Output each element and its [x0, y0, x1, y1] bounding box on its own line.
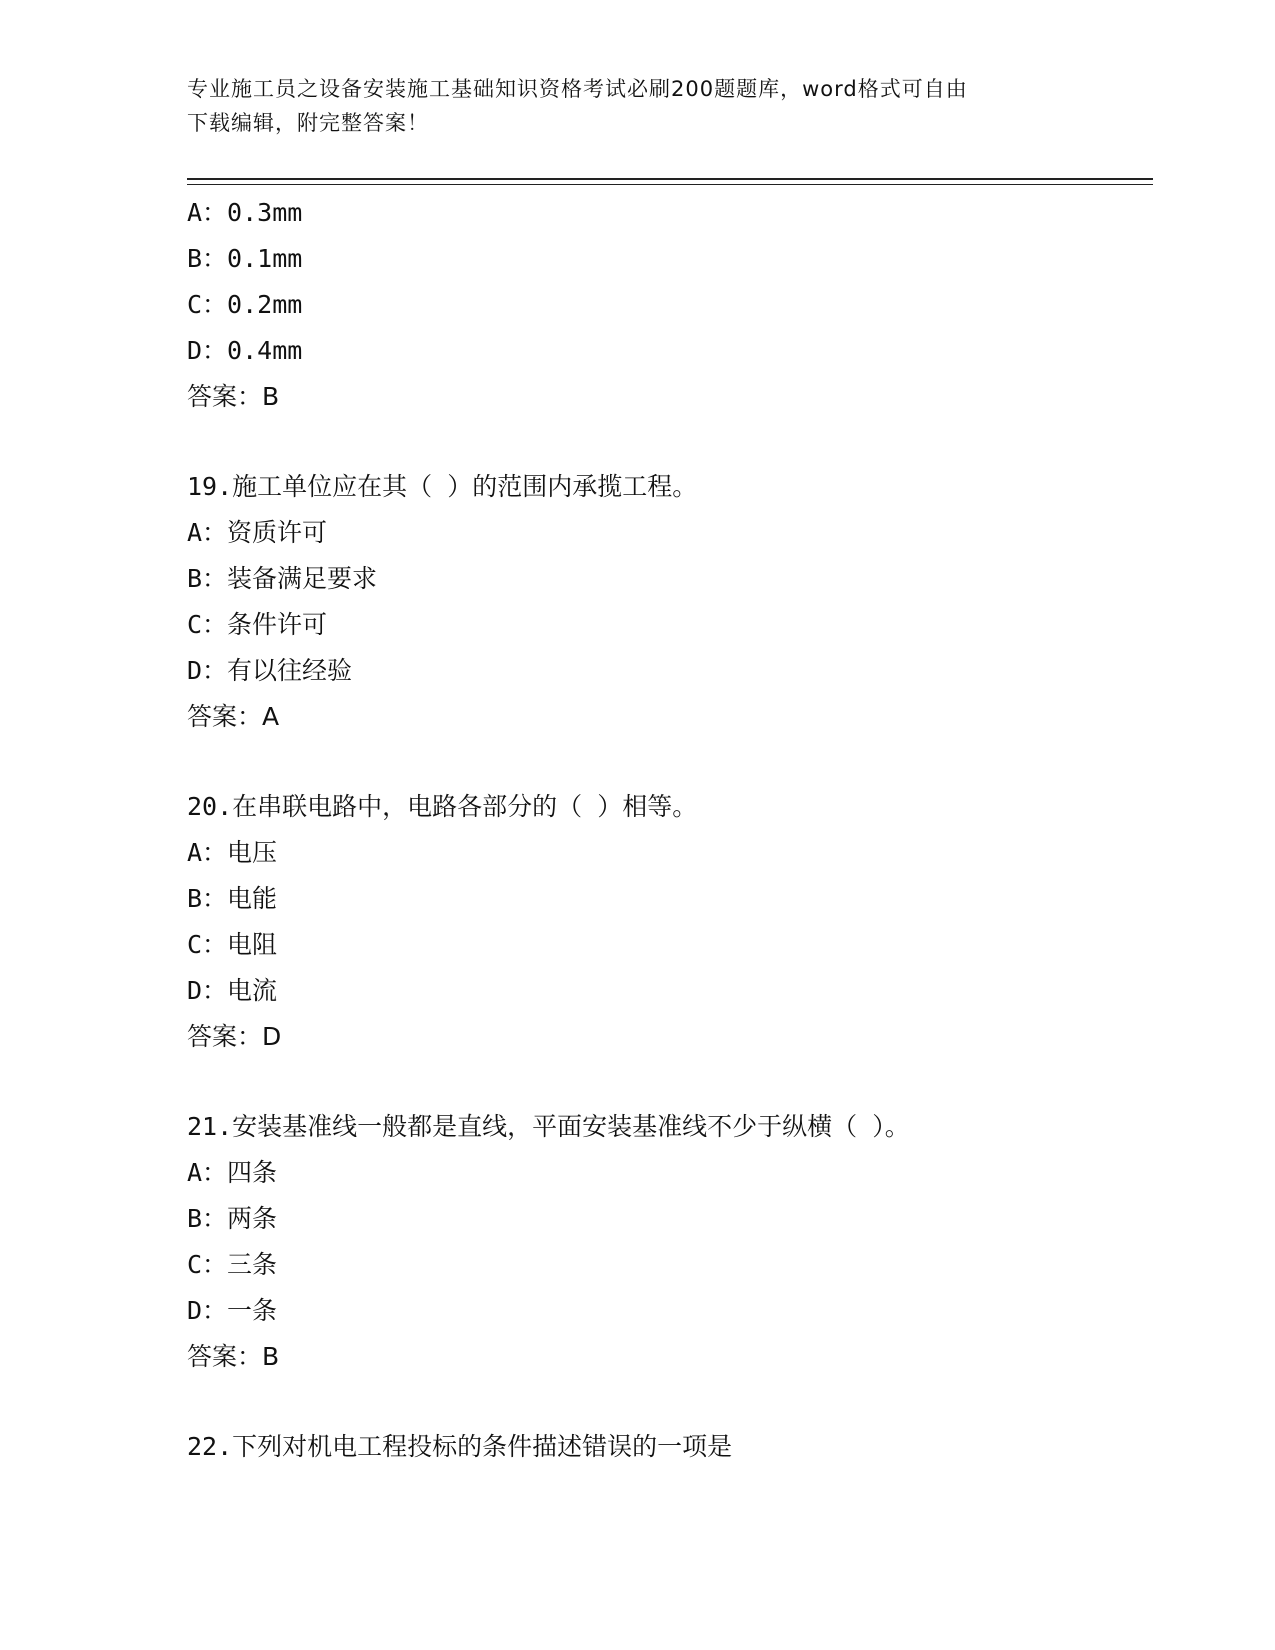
option-d: D：电流: [187, 976, 278, 1005]
option-c: C：0.2mm: [187, 290, 303, 319]
option-a: A：电压: [187, 838, 278, 867]
option-a: A：资质许可: [187, 518, 328, 547]
answer-line: 答案：B: [187, 382, 280, 411]
question-spacer: [187, 740, 1153, 784]
header-line-1: 专业施工员之设备安装施工基础知识资格考试必刷200题题库，word格式可自由: [187, 77, 968, 101]
question-spacer: [187, 1060, 1153, 1104]
document-header: [187, 72, 1067, 140]
option-b: B：装备满足要求: [187, 564, 378, 593]
answer-line: 答案：D: [187, 1022, 282, 1051]
question-text: 20.在串联电路中，电路各部分的（ ）相等。: [187, 792, 698, 821]
option-b: B：0.1mm: [187, 244, 303, 273]
option-a: A：四条: [187, 1158, 278, 1187]
question-spacer: [187, 420, 1153, 464]
header-divider-thin: [187, 184, 1153, 185]
question-text: 22.下列对机电工程投标的条件描述错误的一项是: [187, 1432, 733, 1461]
option-d: D：一条: [187, 1296, 278, 1325]
option-c: C：电阻: [187, 930, 278, 959]
option-c: C：三条: [187, 1250, 278, 1279]
answer-line: 答案：A: [187, 702, 280, 731]
answer-line: 答案：B: [187, 1342, 280, 1371]
option-c: C：条件许可: [187, 610, 328, 639]
question-list: [187, 190, 1153, 1470]
option-b: B：两条: [187, 1204, 278, 1233]
question-spacer: [187, 1380, 1153, 1424]
question-22: [187, 1424, 1153, 1470]
option-a: A：0.3mm: [187, 198, 303, 227]
option-b: B：电能: [187, 884, 278, 913]
question-20: [187, 784, 1153, 1060]
question-text: 19.施工单位应在其（ ）的范围内承揽工程。: [187, 472, 698, 501]
question-19: [187, 464, 1153, 740]
option-d: D：0.4mm: [187, 336, 303, 365]
question-text: 21.安装基准线一般都是直线，平面安装基准线不少于纵横（ ）。: [187, 1112, 910, 1141]
option-d: D：有以往经验: [187, 656, 353, 685]
question-18: [187, 190, 1153, 420]
header-line-2: 下载编辑，附完整答案！: [187, 111, 429, 135]
question-21: [187, 1104, 1153, 1380]
header-divider-thick: [187, 178, 1153, 180]
